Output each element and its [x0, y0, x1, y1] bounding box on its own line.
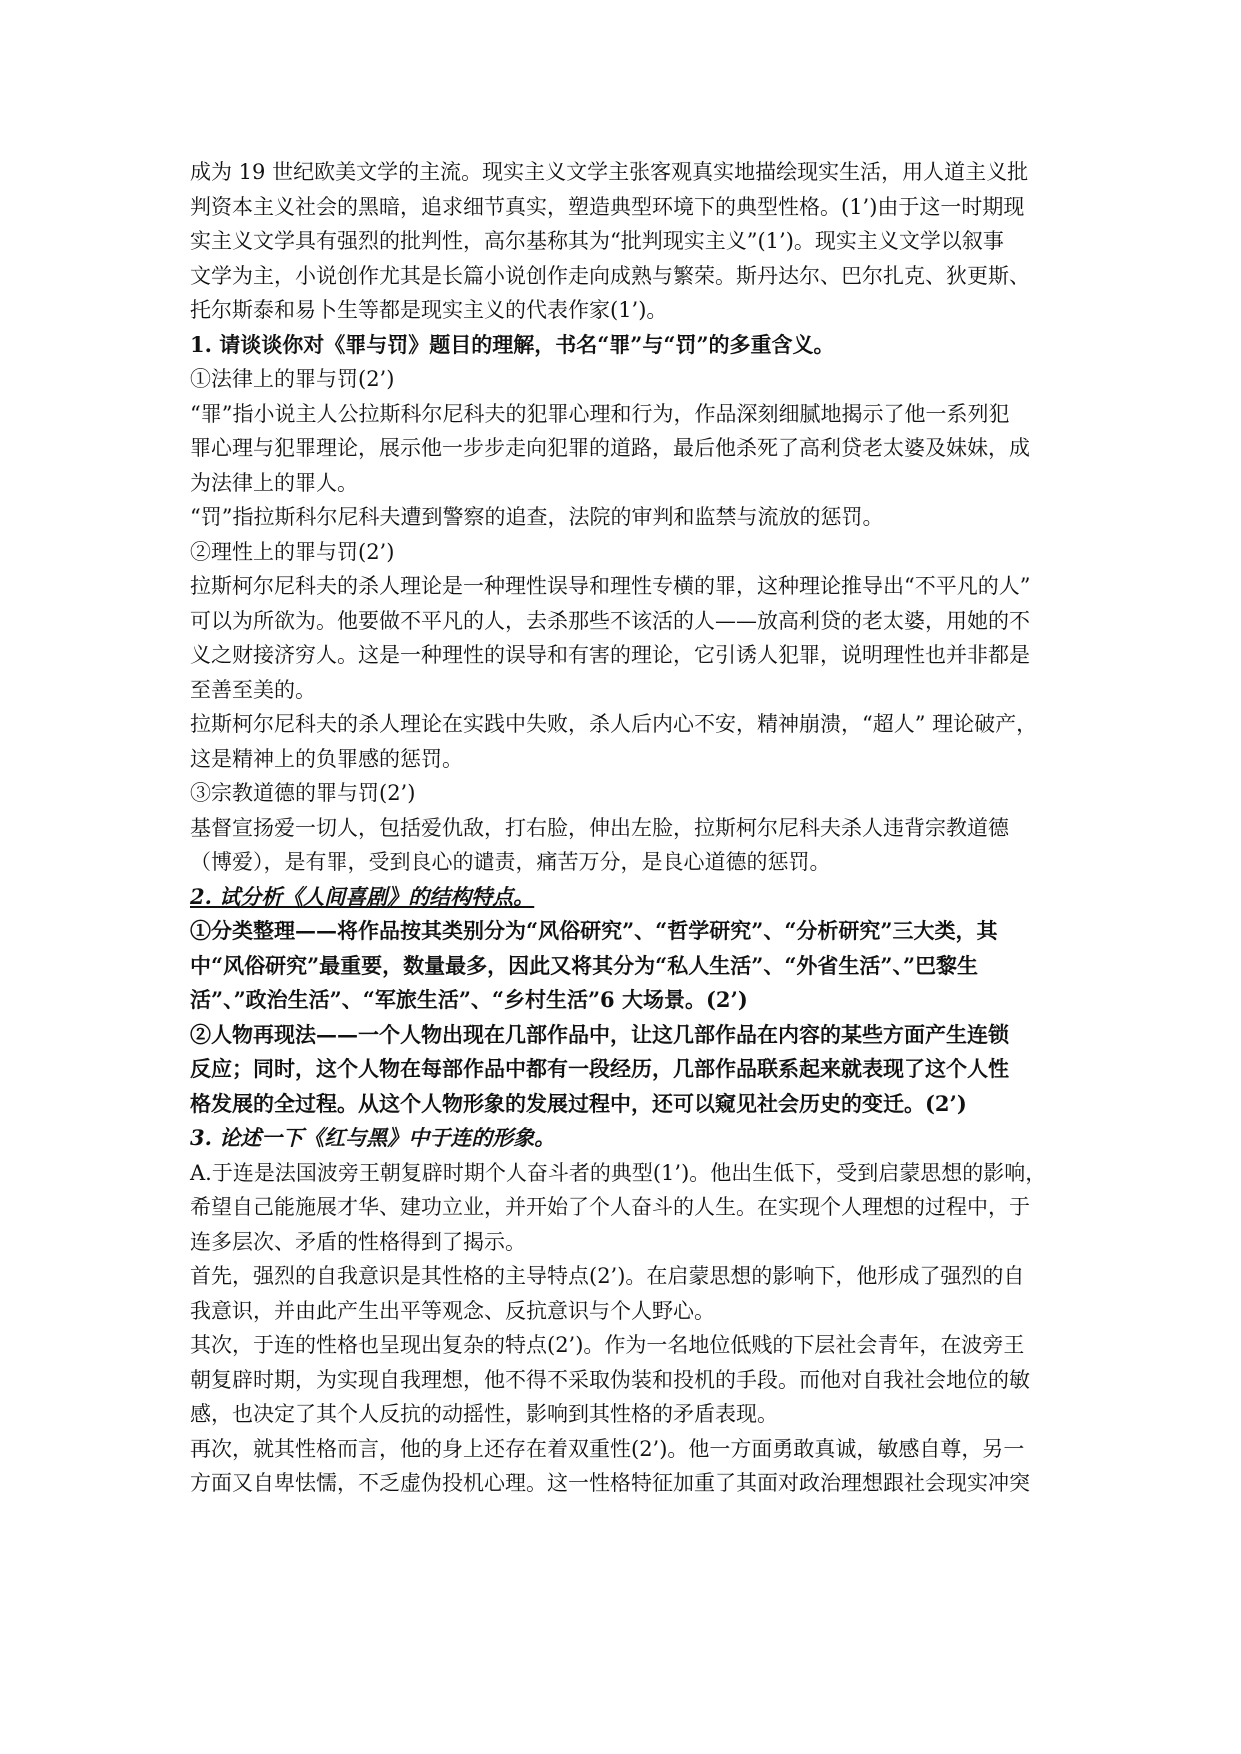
text-line: 罪心理与犯罪理论，展示他一步步走向犯罪的道路，最后他杀死了高利贷老太婆及妹妹，成: [190, 436, 1030, 460]
text-line: 连多层次、矛盾的性格得到了揭示。: [190, 1229, 526, 1254]
text-line: ①法律上的罪与罚(2’): [190, 367, 395, 391]
text-line: 这是精神上的负罪感的惩罚。: [190, 746, 463, 771]
text-line: 义之财接济穷人。这是一种理性的误导和有害的理论，它引诱人犯罪，说明理性也并非都是: [190, 643, 1030, 667]
text-line: 成为 19 世纪欧美文学的主流。现实主义文学主张客观真实地描绘现实生活，用人道主义批: [190, 160, 1029, 184]
text-line: 至善至美的。: [190, 677, 316, 702]
text-line: ②人物再现法——一个人物出现在几部作品中，让这几部作品在内容的某些方面产生连锁: [190, 1021, 1009, 1047]
text-line: 实主义文学具有强烈的批判性，高尔基称其为“批判现实主义”(1’)。现实主义文学以叙事: [190, 229, 1004, 253]
text-line: 拉斯柯尔尼科夫的杀人理论是一种理性误导和理性专横的罪，这种理论推导出“不平凡的人”: [190, 574, 1031, 598]
document-page: [190, 155, 1060, 1501]
text-line: 希望自己能施展才华、建功立业，并开始了个人奋斗的人生。在实现个人理想的过程中，于: [190, 1195, 1030, 1219]
text-line: “罚”指拉斯科尔尼科夫遭到警察的追查，法院的审判和监禁与流放的惩罚。: [190, 505, 884, 529]
text-line: A.于连是法国波旁王朝复辟时期个人奋斗者的典型(1’)。他出生低下，受到启蒙思想的影响，: [190, 1160, 1047, 1185]
text-line: 文学为主，小说创作尤其是长篇小说创作走向成熟与繁荣。斯丹达尔、巴尔扎克、狄更斯、: [190, 263, 1030, 288]
text-line: 活”、”政治生活”、“军旅生活”、“乡村生活”6 大场景。(2’): [190, 987, 748, 1012]
text-line: 格发展的全过程。从这个人物形象的发展过程中，还可以窥见社会历史的变迁。(2’): [190, 1090, 967, 1116]
text-line: 中“风俗研究”最重要，数量最多，因此又将其分为“私人生活”、“外省生活”、”巴黎生: [190, 952, 979, 978]
question-3-title: 3. 论述一下《红与黑》中于连的形象。: [190, 1125, 556, 1150]
text-line: 为法律上的罪人。: [190, 470, 358, 495]
text-line: 其次，于连的性格也呈现出复杂的特点(2’)。作为一名地位低贱的下层社会青年，在波旁王: [190, 1333, 1025, 1357]
intro-paragraph: [190, 155, 1060, 328]
text-line: ①分类整理——将作品按其类别分为“风俗研究”、“哲学研究”、“分析研究”三大类，其: [190, 918, 998, 943]
text-line: 再次，就其性格而言，他的身上还存在着双重性(2’)。他一方面勇敢真诚，敏感自尊，另一: [190, 1436, 1025, 1461]
question-1-title: 1. 请谈谈你对《罪与罚》题目的理解，书名“罪”与“罚”的多重含义。: [190, 331, 835, 357]
text-line: 托尔斯泰和易卜生等都是现实主义的代表作家(1’)。: [190, 298, 668, 322]
question-2-title: 2. 试分析《人间喜剧》的结构特点。: [190, 883, 535, 909]
text-line: （博爱），是有罪，受到良心的谴责，痛苦万分，是良心道德的惩罚。: [190, 850, 831, 874]
text-line: 方面又自卑怯懦，不乏虚伪投机心理。这一性格特征加重了其面对政治理想跟社会现实冲突: [190, 1471, 1030, 1495]
text-line: 朝复辟时期，为实现自我理想，他不得不采取伪装和投机的手段。而他对自我社会地位的敏: [190, 1367, 1030, 1392]
question-3-section: [190, 1121, 1060, 1501]
text-line: 我意识，并由此产生出平等观念、反抗意识与个人野心。: [190, 1298, 715, 1323]
text-line: “罪”指小说主人公拉斯科尔尼科夫的犯罪心理和行为，作品深刻细腻地揭示了他一系列犯: [190, 401, 1010, 426]
text-line: 拉斯柯尔尼科夫的杀人理论在实践中失败，杀人后内心不安，精神崩溃，“超人” 理论破产，: [190, 712, 1038, 736]
text-line: 基督宣扬爱一切人，包括爱仇敌，打右脸，伸出左脸，拉斯柯尔尼科夫杀人违背宗教道德: [190, 815, 1009, 840]
text-line: 首先，强烈的自我意识是其性格的主导特点(2’)。在启蒙思想的影响下，他形成了强烈的自: [190, 1264, 1025, 1288]
question-2-section: [190, 880, 1060, 1122]
question-1-section: [190, 328, 1060, 880]
text-line: 判资本主义社会的黑暗，追求细节真实，塑造典型环境下的典型性格。(1’)由于这一时期现: [190, 194, 1025, 219]
text-line: ②理性上的罪与罚(2’): [190, 539, 395, 564]
text-line: 感，也决定了其个人反抗的动摇性，影响到其性格的矛盾表现。: [190, 1402, 778, 1426]
text-line: 可以为所欲为。他要做不平凡的人，去杀那些不该活的人——放高利贷的老太婆，用她的不: [190, 608, 1030, 633]
text-line: ③宗教道德的罪与罚(2’): [190, 781, 416, 805]
text-line: 反应；同时，这个人物在每部作品中都有一段经历，几部作品联系起来就表现了这个人性: [190, 1056, 1009, 1081]
